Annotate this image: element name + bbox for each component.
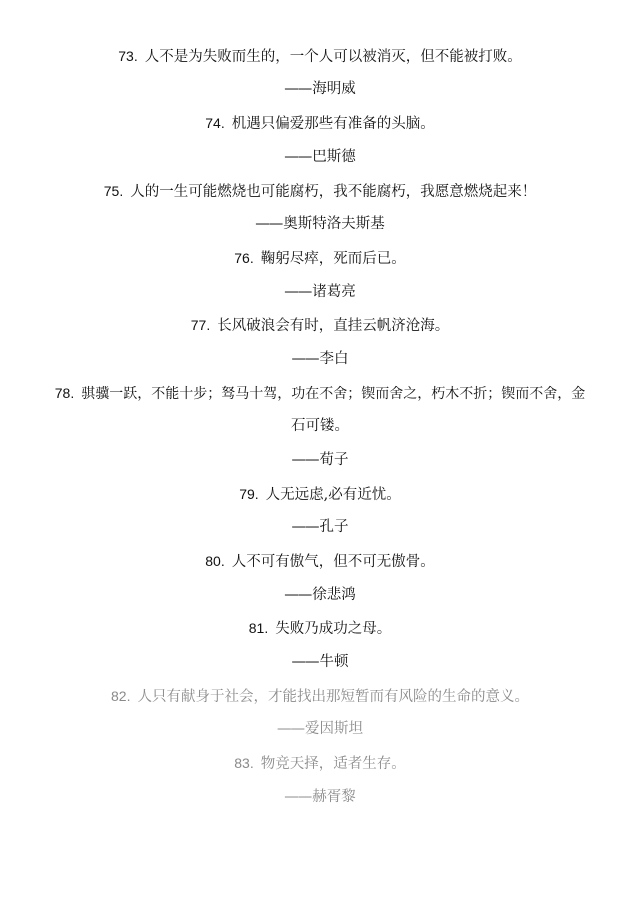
author-name: 李白	[319, 351, 349, 367]
quote-number: 81.	[248, 620, 269, 636]
quote-74	[30, 113, 610, 134]
quote-number: 82.	[111, 688, 131, 704]
quote-77	[30, 315, 610, 336]
author-name: 赫胥黎	[312, 789, 356, 805]
quote-83-author	[30, 787, 610, 807]
quote-76-author	[30, 282, 610, 302]
author-dash: ——	[291, 351, 319, 367]
author-name: 爱因斯坦	[305, 721, 363, 737]
quote-73-author	[30, 79, 610, 99]
quote-text-continuation: 石可镂。	[291, 418, 349, 434]
quote-83	[30, 753, 610, 774]
quote-number: 78.	[54, 385, 75, 401]
quote-text: 机遇只偏爱那些有准备的头脑。	[231, 116, 435, 132]
quote-78-author	[30, 450, 610, 470]
quote-78	[22, 383, 618, 404]
author-name: 诸葛亮	[312, 284, 356, 300]
quote-80-author	[30, 585, 610, 605]
quote-text: 人只有献身于社会，才能找出那短暂而有风险的生命的意义。	[137, 689, 529, 705]
quote-number: 76.	[234, 250, 254, 266]
author-dash: ——	[284, 587, 312, 603]
author-dash: ——	[291, 519, 319, 535]
quote-text: 人无远虑,必有近忧。	[265, 487, 401, 503]
quote-73	[30, 46, 610, 67]
quote-75-author	[30, 214, 610, 234]
quote-80	[30, 551, 610, 572]
quote-81	[30, 618, 610, 639]
author-dash: ——	[255, 216, 283, 232]
quote-number: 73.	[118, 48, 138, 64]
quote-76	[30, 248, 610, 269]
quote-number: 80.	[205, 553, 225, 569]
author-dash: ——	[291, 654, 319, 670]
quote-75	[30, 181, 610, 202]
author-name: 海明威	[312, 81, 356, 97]
quote-text: 人不可有傲气，但不可无傲骨。	[231, 554, 435, 570]
quote-79-author	[30, 517, 610, 537]
quote-number: 83.	[234, 755, 254, 771]
quote-text: 人的一生可能燃烧也可能腐朽，我不能腐朽，我愿意燃烧起来！	[130, 184, 537, 200]
author-name: 巴斯德	[312, 149, 356, 165]
quote-text: 失败乃成功之母。	[275, 621, 392, 637]
quote-82	[30, 686, 610, 707]
quote-74-author	[30, 147, 610, 167]
author-dash: ——	[284, 81, 312, 97]
quote-text: 鞠躬尽瘁，死而后已。	[260, 251, 406, 267]
quote-number: 75.	[103, 183, 124, 199]
author-dash: ——	[284, 284, 312, 300]
quote-number: 79.	[239, 486, 259, 502]
author-dash: ——	[284, 149, 312, 165]
quote-81-author	[30, 652, 610, 672]
quote-82-author	[30, 719, 610, 739]
quote-text: 骐骥一跃，不能十步；驽马十驾，功在不舍；锲而舍之，朽木不折；锲而不舍，金	[81, 386, 586, 402]
author-name: 奥斯特洛夫斯基	[283, 216, 385, 232]
author-name: 荀子	[319, 452, 349, 468]
author-dash: ——	[291, 452, 319, 468]
author-name: 孔子	[319, 519, 349, 535]
quote-79	[30, 484, 610, 505]
quote-77-author	[30, 349, 610, 369]
quote-text: 物竞天择，适者生存。	[260, 756, 406, 772]
quote-text: 人不是为失败而生的，一个人可以被消灭，但不能被打败。	[144, 49, 522, 65]
quote-78-continuation	[30, 416, 610, 436]
author-name: 徐悲鸿	[312, 587, 356, 603]
quote-text: 长风破浪会有时，直挂云帆济沧海。	[217, 318, 450, 334]
author-dash: ——	[277, 721, 304, 737]
quote-number: 77.	[190, 317, 211, 333]
quote-number: 74.	[205, 115, 225, 131]
author-dash: ——	[284, 789, 312, 805]
author-name: 牛顿	[319, 654, 349, 670]
